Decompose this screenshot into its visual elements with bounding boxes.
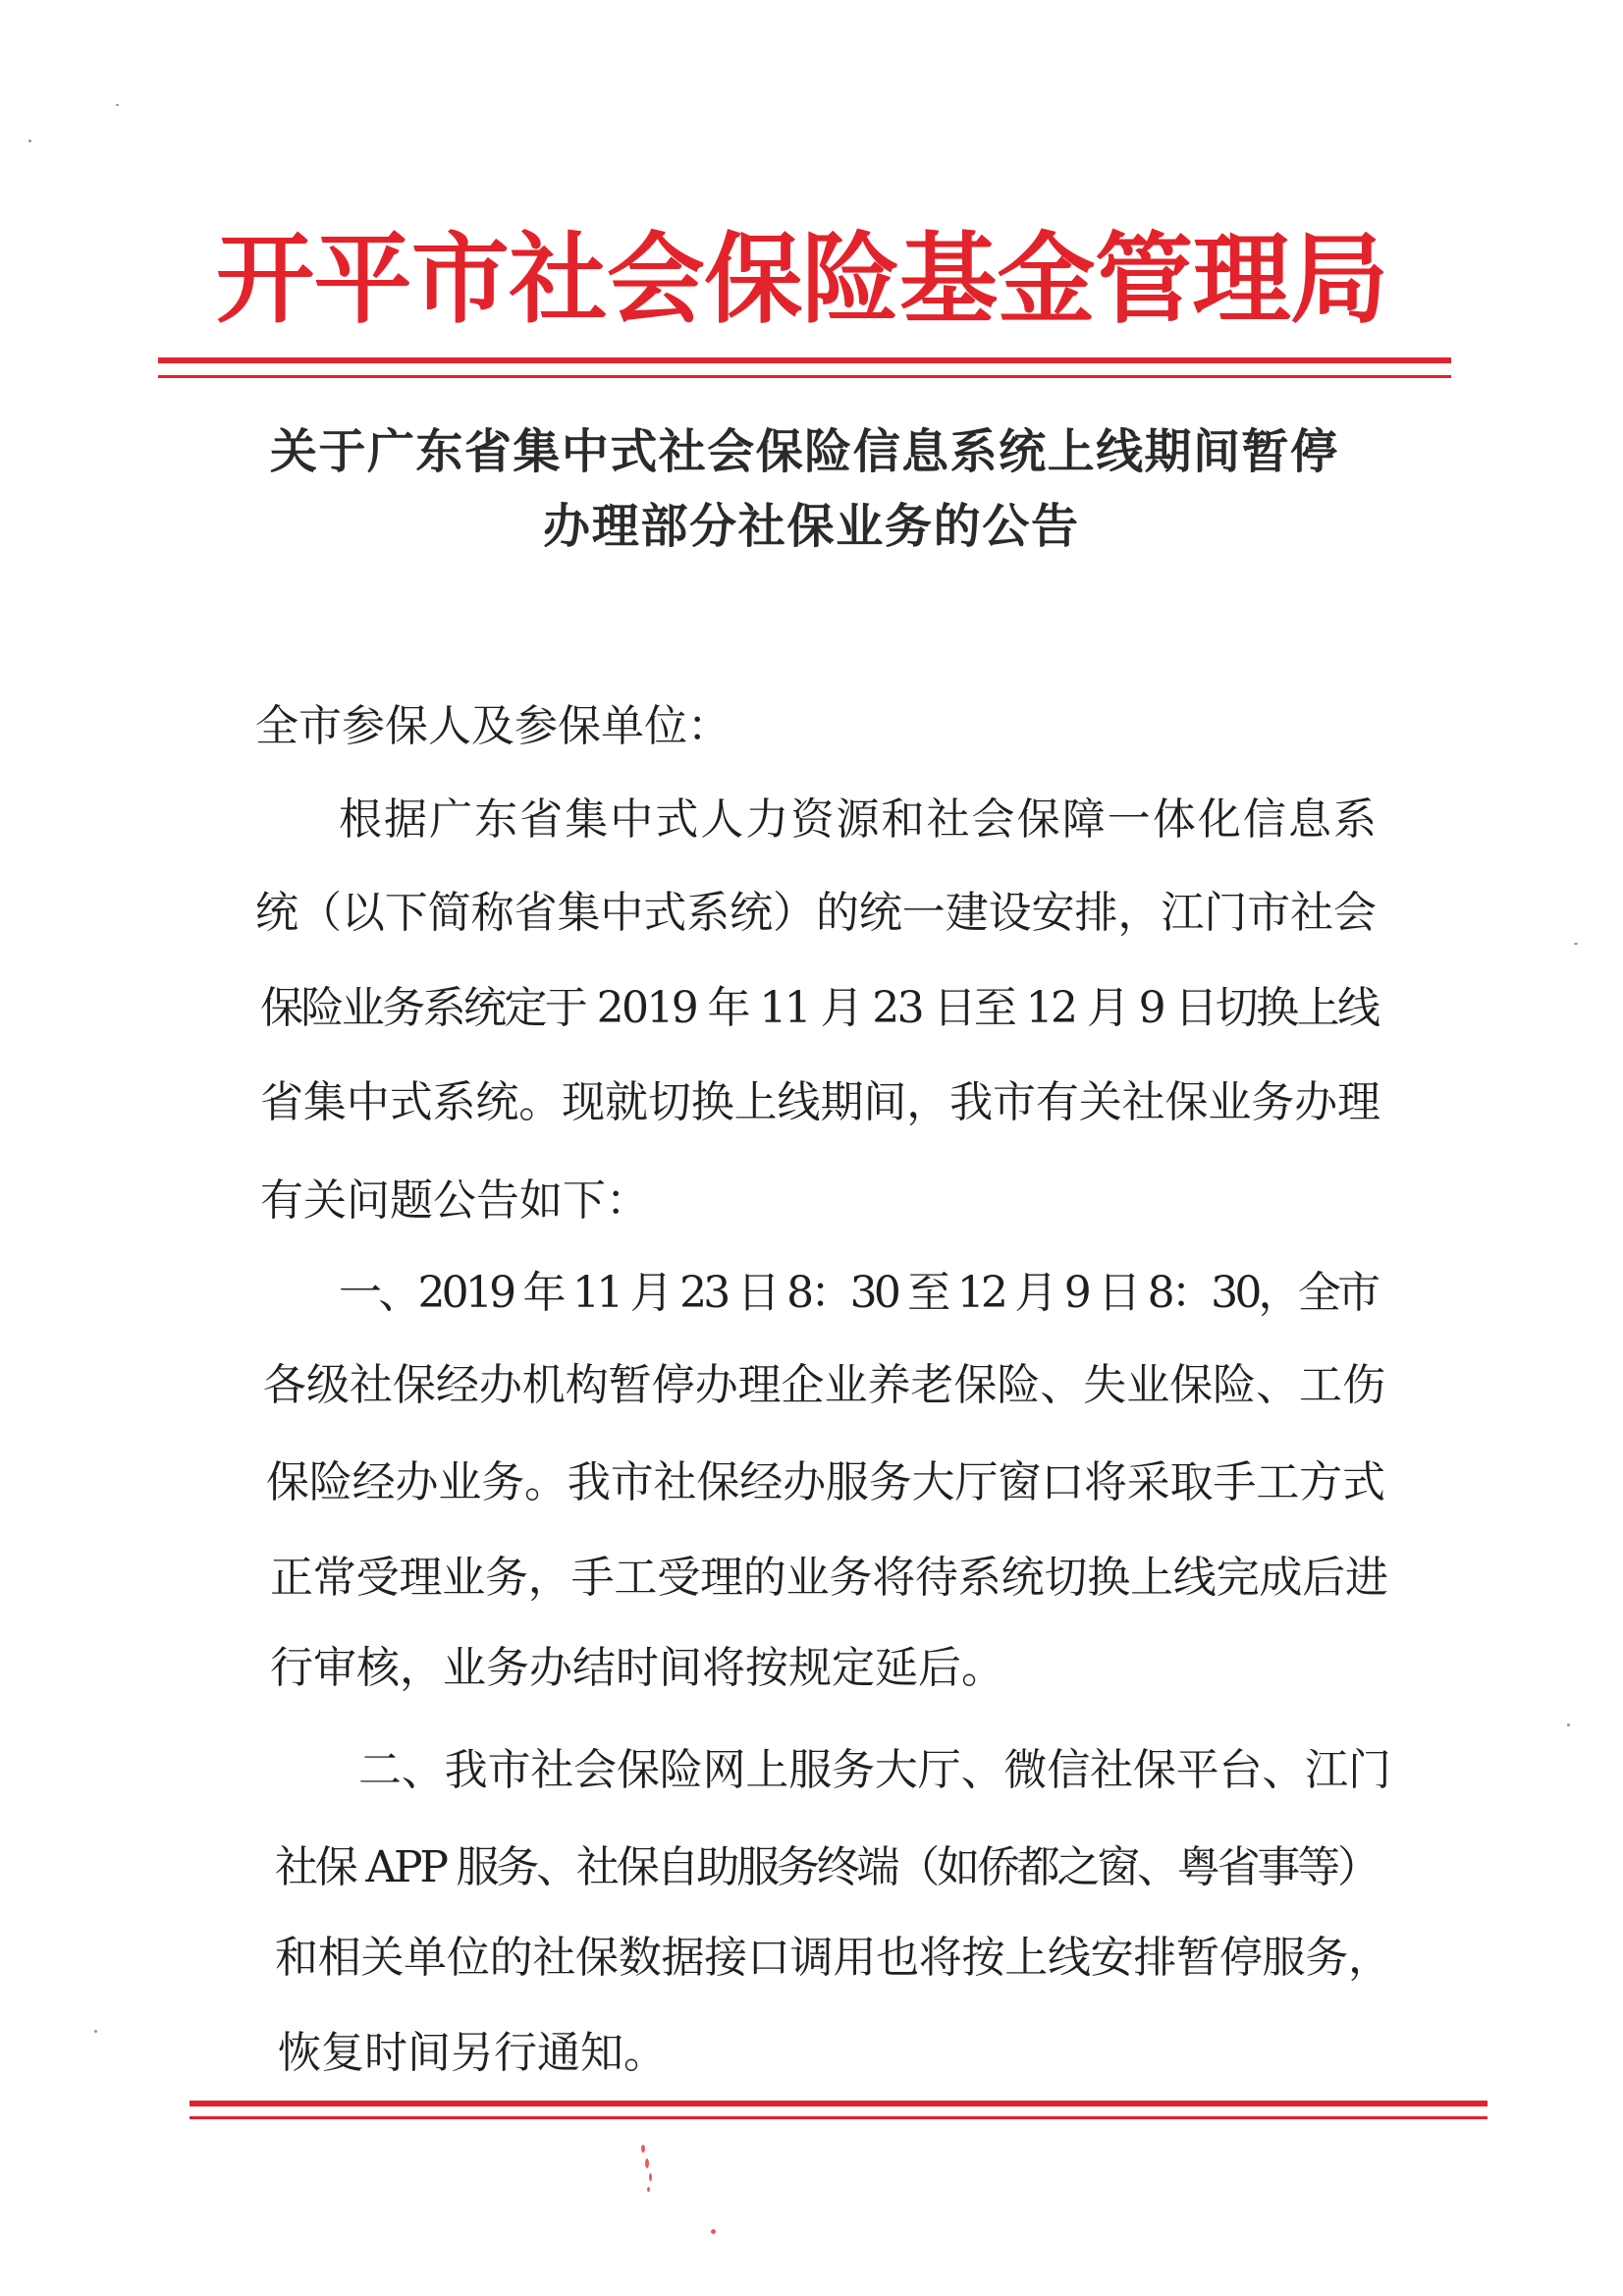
paragraph-1-line-4: 省集中式系统。现就切换上线期间，我市有关社保业务办理 — [260, 1077, 1380, 1127]
paragraph-1-line-5: 有关问题公告如下： — [260, 1175, 649, 1226]
scan-speck — [94, 2030, 97, 2033]
paragraph-2-line-1: 一、2019 年 11 月 23 日 8：30 至 12 月 9 日 8：30，全市 — [339, 1268, 1378, 1318]
scan-speck — [1574, 943, 1578, 945]
letterhead-rule-thick — [158, 357, 1451, 363]
notice-title-line-1: 关于广东省集中式社会保险信息系统上线期间暂停 — [270, 424, 1339, 479]
letterhead-rule-thin — [158, 375, 1451, 378]
paragraph-3-line-1: 二、我市社会保险网上服务大厅、微信社保平台、江门 — [358, 1745, 1391, 1795]
paragraph-2-line-5: 行审核，业务办结时间将按规定延后。 — [270, 1643, 1004, 1693]
paragraph-1-line-2: 统（以下简称省集中式系统）的统一建设安排，江门市社会 — [255, 888, 1377, 938]
paragraph-2-line-4: 正常受理业务，手工受理的业务将待系统切换上线完成后进 — [270, 1553, 1388, 1603]
scan-speck — [711, 2229, 716, 2234]
paragraph-2-line-3: 保险经办业务。我市社保经办服务大厅窗口将采取手工方式 — [266, 1457, 1385, 1507]
paragraph-1-line-1: 根据广东省集中式人力资源和社会保障一体化信息系 — [339, 794, 1380, 845]
scan-speck — [641, 2145, 645, 2153]
scan-speck — [1567, 1723, 1570, 1726]
agency-letterhead: 开平市社会保险基金管理局 — [216, 221, 1388, 337]
scan-speck — [647, 2187, 650, 2192]
notice-title-line-2: 办理部分社保业务的公告 — [543, 499, 1080, 554]
footer-rule-thin — [189, 2116, 1488, 2119]
scan-speck — [645, 2159, 649, 2168]
salutation: 全市参保人及参保单位： — [255, 701, 730, 751]
paragraph-2-line-2: 各级社保经办机构暂停办理企业养老保险、失业保险、工伤 — [263, 1360, 1385, 1410]
paragraph-3-line-2: 社保 APP 服务、社保自助服务终端（如侨都之窗、粤省事等） — [275, 1842, 1378, 1892]
paragraph-3-line-4: 恢复时间另行通知。 — [278, 2028, 667, 2078]
footer-rule-thick — [189, 2101, 1488, 2106]
paragraph-1-line-3: 保险业务系统定于 2019 年 11 月 23 日至 12 月 9 日切换上线 — [260, 983, 1379, 1033]
scan-speck — [116, 104, 119, 106]
paragraph-3-line-3: 和相关单位的社保数据接口调用也将按上线安排暂停服务， — [275, 1933, 1391, 1983]
scan-speck — [28, 139, 31, 142]
scan-speck — [649, 2173, 652, 2181]
